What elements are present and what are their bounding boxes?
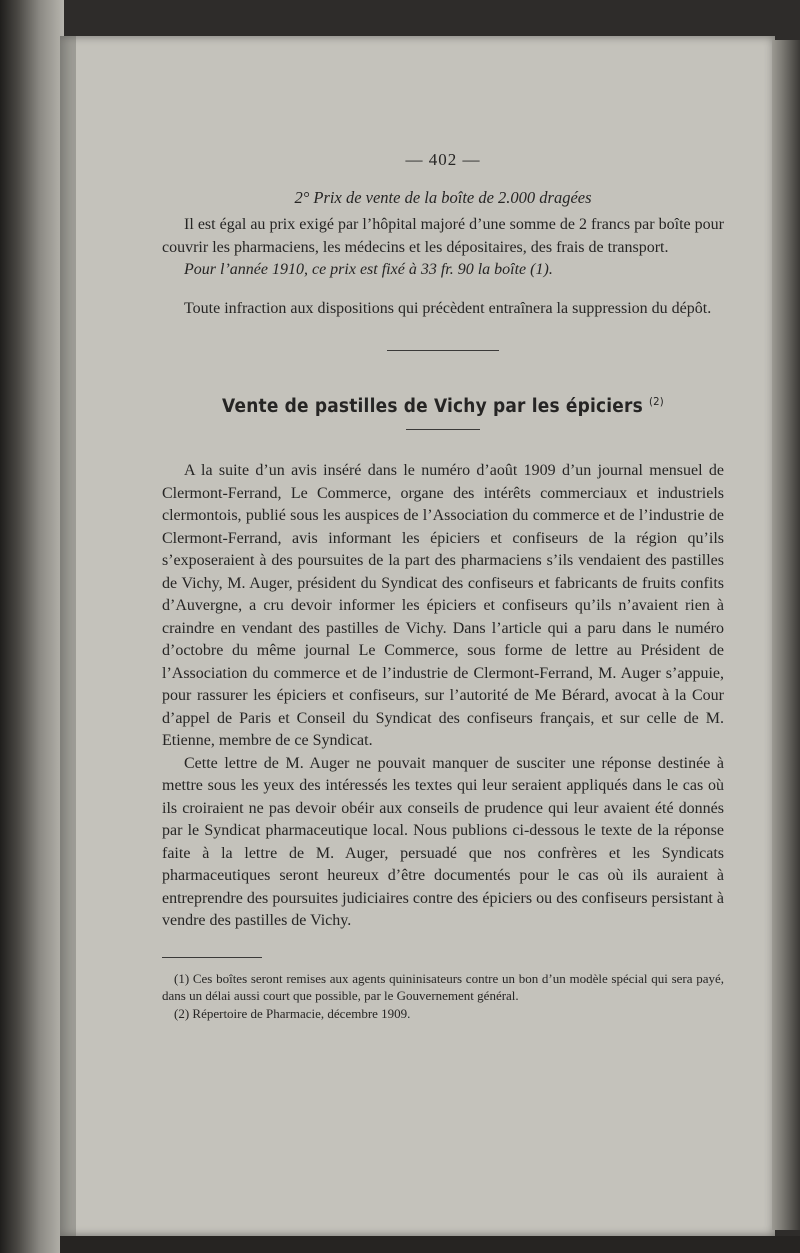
- article-title: [184, 395, 701, 417]
- intro-paragraph-3: Toute infraction aux dispositions qui précèdent entraînera la suppression du dépôt.: [184, 299, 712, 317]
- footnote-rule: [162, 957, 262, 958]
- title-underline: [406, 429, 480, 430]
- article-paragraph-1: A la suite d’un avis inséré dans le numéro d’août 1909 d’un journal mensuel de Clermont-Ferrand, Le Commerce, organe des intérêts commerciaux et industriels clermontois, publié sous les auspices de l’Association du commerce et de l’industrie de Clermont-Ferrand, avis informant les épiciers et confiseurs de la région qu’ils s’exposeraient à des poursuites de la part des pharmaciens s’ils vendaient des pastilles de Vichy, M. Auger, président du Syndicat des confiseurs et fabricants de fruits confits d’Auvergne, a cru devoir informer les épiciers et confiseurs qu’ils n’avaient rien à craindre en vendant des pastilles de Vichy. Dans l’article qui a paru dans le numéro d’octobre du même journal Le Commerce, sous forme de lettre au Président de l’Association du commerce et de l’industrie de Clermont-Ferrand, M. Auger s’appuie, pour rassurer les épiciers et confiseurs, sur l’autorité de Me Bérard, avocat à la Cour d’appel de Paris et Conseil du Syndicat des confiseurs français, et sur celle de M. Etienne, membre de ce Syndicat.: [162, 462, 724, 750]
- intro-paragraph-2: Pour l’année 1910, ce prix est fixé à 33 fr. 90 la boîte (1).: [184, 261, 553, 278]
- article-title-note: (2): [649, 395, 664, 408]
- page-text-block: [162, 150, 724, 1022]
- article-body: [162, 460, 724, 933]
- paragraph-gap: [162, 282, 724, 298]
- page-gutter: [60, 36, 76, 1236]
- section-heading: 2° Prix de vente de la boîte de 2.000 dragées: [294, 188, 592, 207]
- book-spine-shadow: [0, 0, 64, 1253]
- footnote-2: (2) Répertoire de Pharmacie, décembre 1909.: [174, 1005, 411, 1021]
- article-paragraph-2: Cette lettre de M. Auger ne pouvait manquer de susciter une réponse destinée à mettre sous les yeux des intéressés les textes qui leur seraient appliqués dans le cas où ils croiraient ne pas devoir obéir aux conseils de prudence qui leur avaient été donnés par le Syndicat pharmaceutique local. Nous publions ci-dessous le texte de la réponse faite à la lettre de M. Auger, persuadé que nos confrères et les Syndicats pharmaceutiques seront heureux d’être documentés pour le cas où ils auraient à entreprendre des poursuites judiciaires contre des épiciers ou des confiseurs persistant à vendre des pastilles de Vichy.: [162, 754, 724, 930]
- page-number: — 402 —: [405, 150, 481, 169]
- footnote-1: (1) Ces boîtes seront remises aux agents quininisateurs contre un bon d’un modèle spécial qui sera payé, dans un délai aussi court que possible, par le Gouvernement général.: [162, 970, 724, 1004]
- next-page-edge: [772, 40, 800, 1230]
- separator-rule: [387, 350, 499, 351]
- intro-paragraph-1: Il est égal au prix exigé par l’hôpital majoré d’une somme de 2 francs par boîte pour couvrir les pharmaciens, les médecins et les dépositaires, des frais de transport.: [162, 216, 724, 256]
- article-title-text: Vente de pastilles de Vichy par les épiciers: [222, 396, 643, 418]
- bottom-shadow: [60, 1236, 800, 1253]
